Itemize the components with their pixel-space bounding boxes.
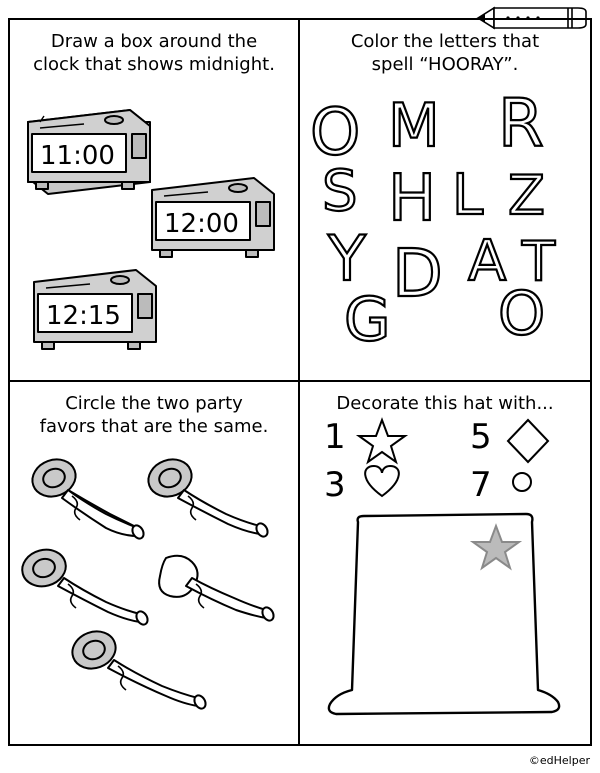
- diamond-icon: [508, 420, 548, 462]
- letters-instruction-line1: Color the letters that: [350, 31, 540, 52]
- quadrant-hat: [300, 382, 590, 744]
- quadrant-letters: [300, 20, 590, 382]
- heart-icon: [365, 466, 399, 496]
- letter-y: Y: [328, 222, 366, 295]
- hat-instruction-line1: Decorate this hat with...: [336, 393, 554, 414]
- letter-z: Z: [508, 164, 545, 227]
- clock-1-time: 11:00: [40, 141, 115, 171]
- clocks-instruction: [10, 20, 298, 77]
- star-icon: [359, 420, 405, 462]
- letter-r: R: [498, 85, 544, 162]
- letter-g: G: [344, 285, 391, 355]
- party-favor-4: [159, 556, 276, 623]
- party-favor-1: [27, 454, 146, 541]
- letters-artwork: [300, 84, 590, 374]
- letter-m: M: [388, 91, 440, 161]
- letter-a: A: [468, 229, 507, 294]
- quadrant-party-favors: [10, 382, 300, 744]
- letter-h: H: [388, 162, 437, 236]
- letter-t: T: [522, 230, 555, 293]
- letters-instruction: [300, 20, 590, 77]
- letter-s: S: [322, 159, 358, 224]
- letter-l: L: [452, 163, 484, 228]
- letters-instruction-line2: spell “HOORAY”.: [371, 54, 519, 76]
- footer-credit: ©edHelper: [528, 754, 590, 767]
- favors-instruction: [10, 382, 298, 439]
- party-favor-2: [143, 454, 270, 539]
- clock-2-time: 12:00: [164, 209, 239, 239]
- clock-3-time: 12:15: [46, 301, 121, 331]
- decoration-count-5: 5: [470, 417, 492, 457]
- decoration-count-3: 3: [324, 465, 346, 500]
- circle-icon: [513, 473, 531, 491]
- clocks-instruction-line1: Draw a box around the: [50, 31, 258, 52]
- letter-d: D: [392, 235, 443, 312]
- decoration-count-7: 7: [470, 465, 492, 500]
- letter-o-2: O: [498, 279, 546, 349]
- letter-o-1: O: [310, 96, 361, 170]
- clocks-artwork: [10, 82, 298, 372]
- party-favor-5: [67, 626, 208, 711]
- decoration-count-1: 1: [324, 417, 346, 457]
- hat-decorations: [300, 410, 590, 500]
- favors-instruction-line2: favors that are the same.: [39, 416, 269, 438]
- hat-artwork: [300, 502, 590, 742]
- party-favor-3: [18, 545, 150, 627]
- favors-instruction-line1: Circle the two party: [65, 393, 243, 414]
- favors-artwork: [10, 440, 298, 740]
- worksheet-grid: [8, 18, 592, 746]
- quadrant-clocks: [10, 20, 300, 382]
- clocks-instruction-line2: clock that shows midnight.: [33, 54, 275, 76]
